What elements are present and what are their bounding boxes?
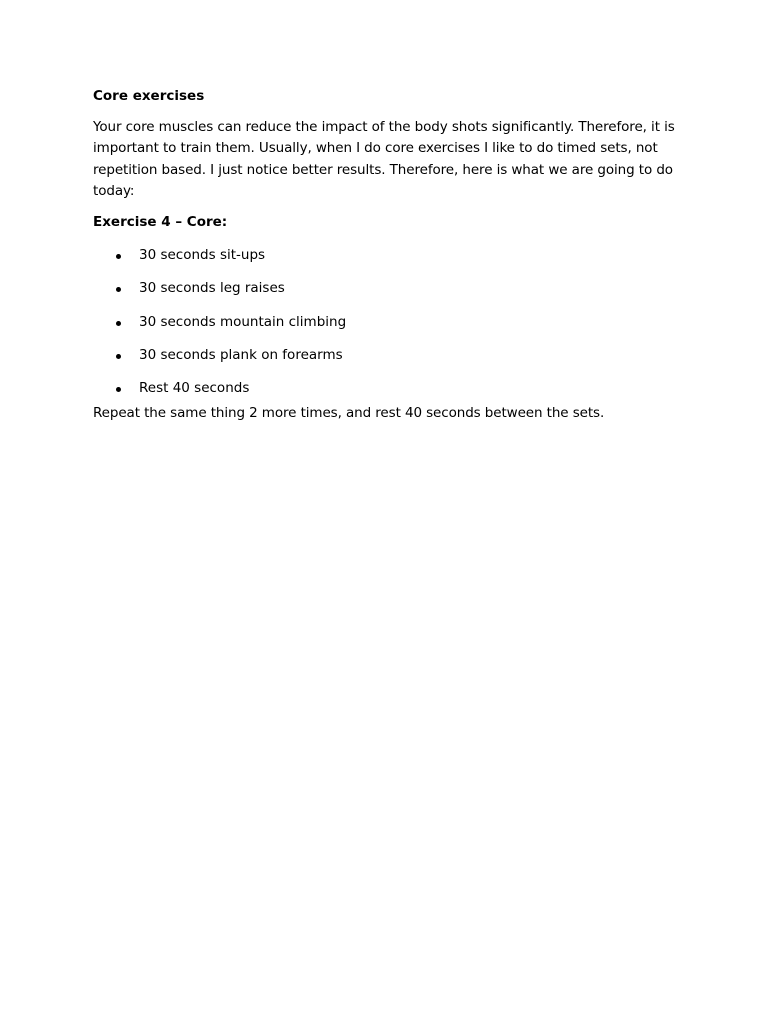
list-item <box>93 378 683 399</box>
exercise-heading: Exercise 4 – Core: <box>93 214 228 231</box>
list-item <box>93 245 683 266</box>
document-page <box>93 86 683 424</box>
list-item-text: Rest 40 seconds <box>139 379 250 396</box>
exercise-list <box>93 245 683 399</box>
intro-paragraph: Your core muscles can reduce the impact of the body shots significantly. Therefore, it is important to train them. Usually, when I do core exercises I like to do timed sets, not repetition based. I just notice better results. Therefore, here is what we are going to do today: <box>93 119 675 199</box>
list-item-text: 30 seconds mountain climbing <box>139 313 347 330</box>
list-item <box>93 345 683 366</box>
list-item-text: 30 seconds leg raises <box>139 280 285 297</box>
list-item <box>93 312 683 333</box>
list-item-text: 30 seconds sit-ups <box>139 247 266 264</box>
list-item-text: 30 seconds plank on forearms <box>139 346 343 363</box>
closing-paragraph: Repeat the same thing 2 more times, and rest 40 seconds between the sets. <box>93 405 605 422</box>
bullet-icon <box>116 387 121 392</box>
bullet-icon <box>116 254 121 259</box>
list-item <box>93 278 683 299</box>
bullet-icon <box>116 287 121 292</box>
bullet-icon <box>116 321 121 326</box>
bullet-icon <box>116 354 121 359</box>
section-title: Core exercises <box>93 88 205 104</box>
